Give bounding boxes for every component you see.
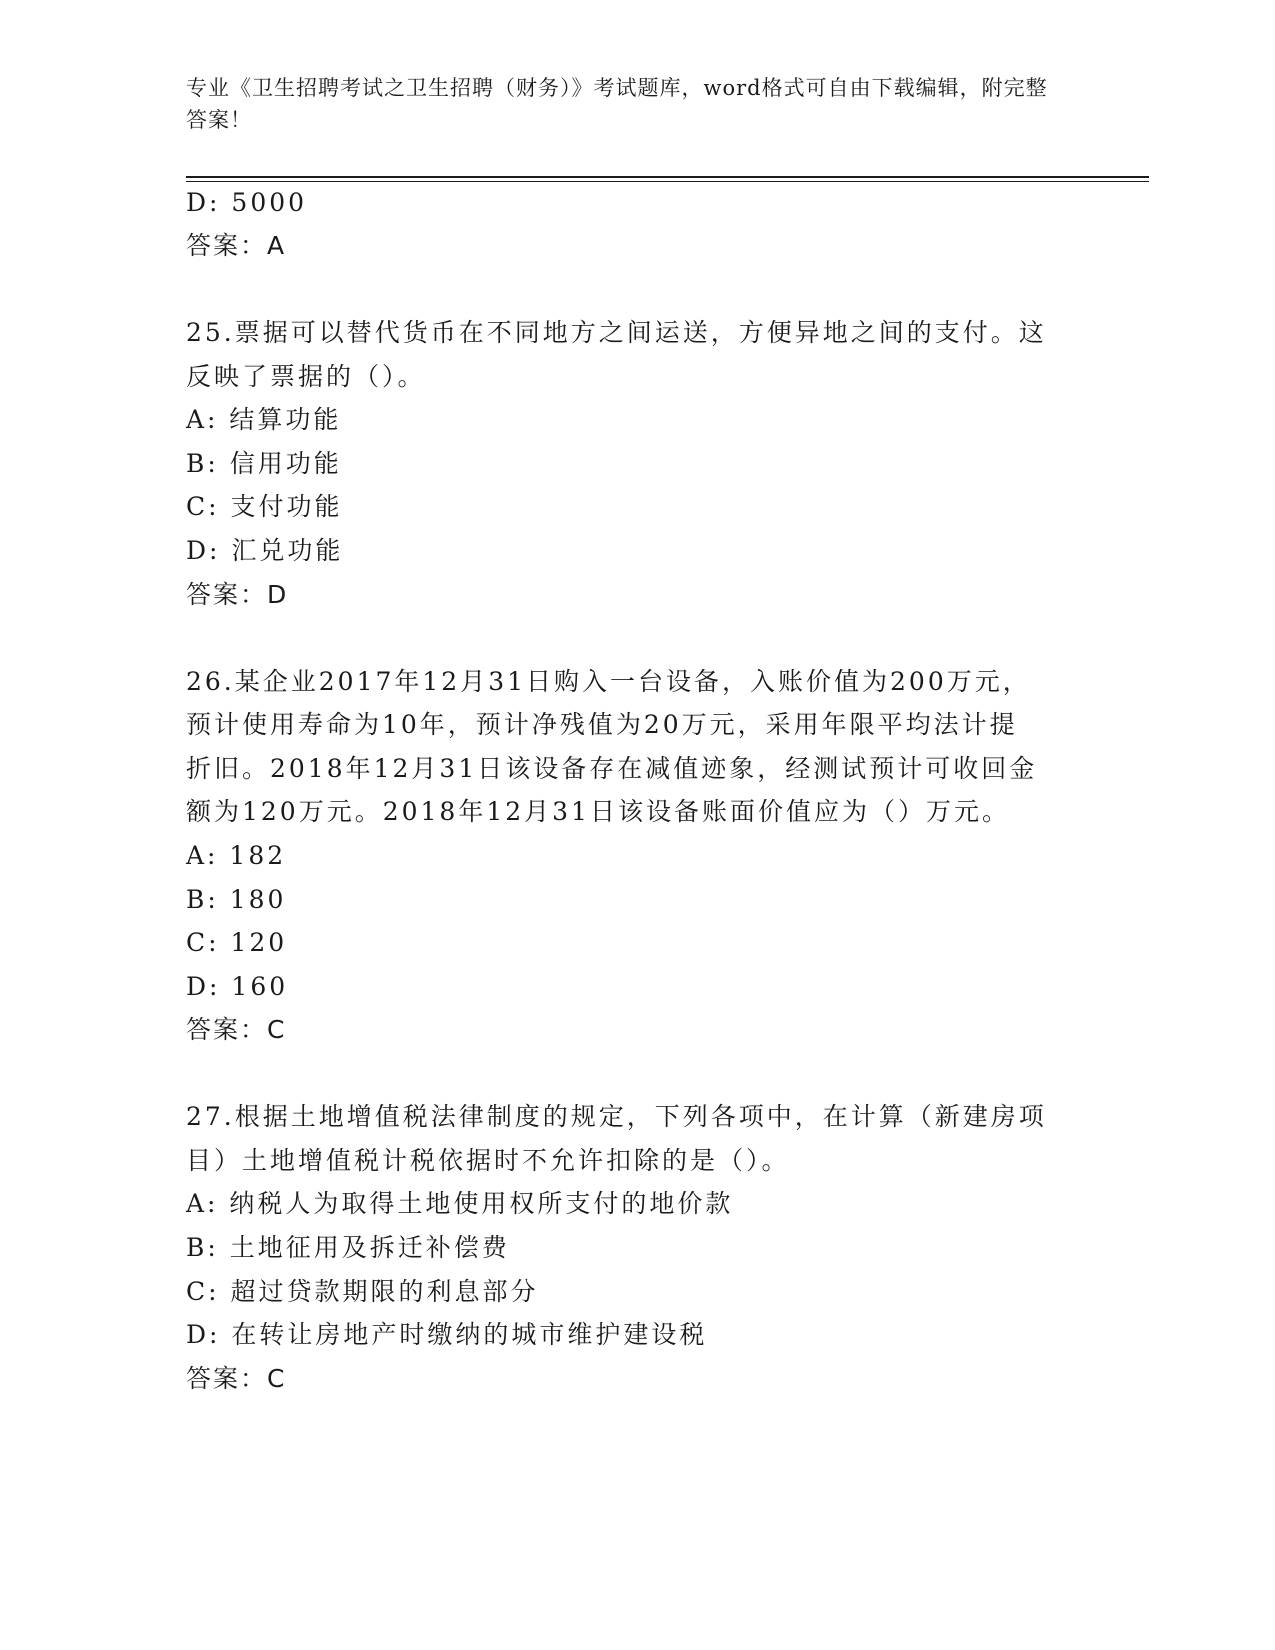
prev-answer: 答案：A	[186, 231, 287, 260]
q27-option-c: C: 超过贷款期限的利息部分	[186, 1277, 539, 1306]
document-header: 专业《卫生招聘考试之卫生招聘（财务）》考试题库，word格式可自由下载编辑，附完整答案！	[186, 76, 1048, 132]
header-divider-thin	[186, 181, 1149, 182]
q27-answer: 答案：C	[186, 1364, 287, 1393]
q26-text-line-4: 额为120万元。2018年12月31日该设备账面价值应为（）万元。	[186, 797, 1010, 826]
q25-option-d: D: 汇兑功能	[186, 536, 344, 565]
q26-option-a: A: 182	[186, 841, 287, 870]
q25-text-line-2: 反映了票据的（）。	[186, 362, 426, 391]
header-divider-thick	[186, 176, 1149, 178]
q26-option-c: C: 120	[186, 928, 288, 957]
q27-text-line-2: 目）土地增值税计税依据时不允许扣除的是（）。	[186, 1146, 790, 1175]
prev-option-d: D: 5000	[186, 188, 308, 217]
q26-text-line-2: 预计使用寿命为10年，预计净残值为20万元，采用年限平均法计提	[186, 710, 1018, 739]
q26-option-d: D: 160	[186, 972, 289, 1001]
q27-option-a: A: 纳税人为取得土地使用权所支付的地价款	[186, 1189, 734, 1218]
q25-option-a: A: 结算功能	[186, 405, 342, 434]
q26-option-b: B: 180	[186, 885, 287, 914]
q25-option-c: C: 支付功能	[186, 492, 343, 521]
q26-answer: 答案：C	[186, 1015, 287, 1044]
q25-answer: 答案：D	[186, 580, 289, 609]
q25-text-line-1: 25.票据可以替代货币在不同地方之间运送，方便异地之间的支付。这	[186, 318, 1047, 347]
q26-text-line-3: 折旧。2018年12月31日该设备存在减值迹象，经测试预计可收回金	[186, 754, 1038, 783]
q27-option-d: D: 在转让房地产时缴纳的城市维护建设税	[186, 1320, 708, 1349]
q27-option-b: B: 土地征用及拆迁补偿费	[186, 1233, 510, 1262]
q27-text-line-1: 27.根据土地增值税法律制度的规定，下列各项中，在计算（新建房项	[186, 1102, 1047, 1131]
q25-option-b: B: 信用功能	[186, 449, 342, 478]
q26-text-line-1: 26.某企业2017年12月31日购入一台设备，入账价值为200万元，	[186, 667, 1031, 696]
